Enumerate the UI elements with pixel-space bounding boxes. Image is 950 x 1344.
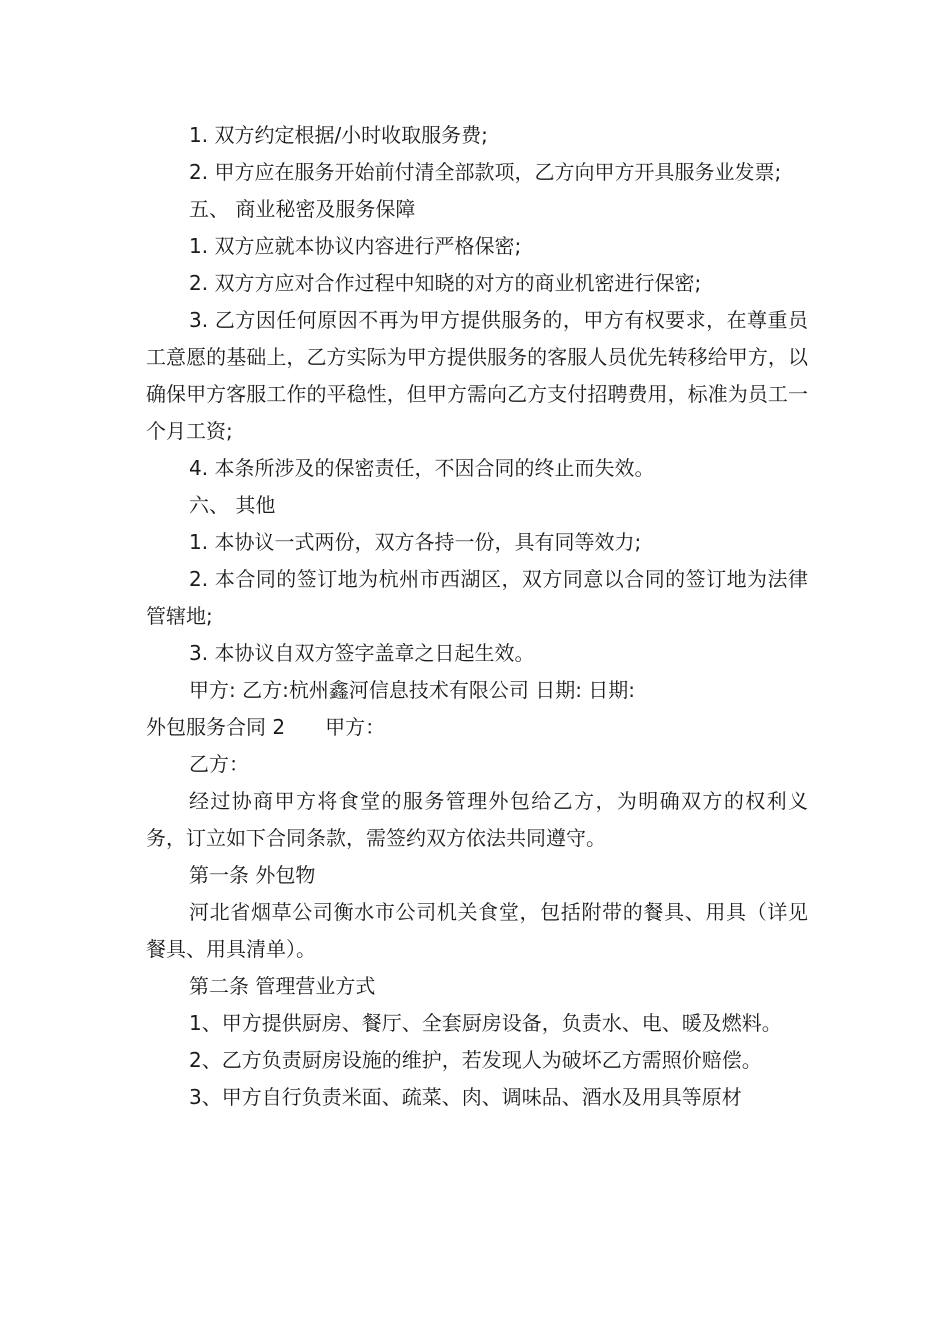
article-2-item-3: 3、甲方自行负责米面、疏菜、肉、调味品、酒水及用具等原材: [189, 1085, 742, 1109]
section-heading-other: 六、 其他: [189, 493, 276, 517]
paragraph-other-3: 3. 本协议自双方签字盖章之日起生效。: [189, 641, 535, 665]
paragraph-other-1: 1. 本协议一式两份，双方各持一份，具有同等效力;: [189, 530, 642, 554]
paragraph-confidentiality-3: 3. 乙方因任何原因不再为甲方提供服务的，甲方有权要求，在尊重员工意愿的基础上，乙方实际为甲方提供服务的客服人员优先转移给甲方，以确保甲方客服工作的平稳性，但甲方需向乙方支付招聘费用，标准为员工一个月工资;: [146, 308, 808, 443]
article-1-body: 河北省烟草公司衡水市公司机关食堂，包括附带的餐具、用具（详见餐具、用具清单）。: [146, 900, 808, 961]
paragraph-payment-invoice: 2. 甲方应在服务开始前付清全部款项，乙方向甲方开具服务业发票;: [189, 160, 782, 184]
article-2-item-1: 1、甲方提供厨房、餐厅、全套厨房设备，负责水、电、暖及燃料。: [189, 1011, 782, 1035]
paragraph-confidentiality-4: 4. 本条所涉及的保密责任，不因合同的终止而失效。: [189, 456, 655, 480]
contract2-title-line: [146, 709, 808, 746]
article-2-heading: 第二条 管理营业方式: [189, 974, 376, 998]
paragraph-fee-basis: 1. 双方约定根据/小时收取服务费;: [189, 123, 488, 147]
signature-line: 甲方: 乙方:杭州鑫河信息技术有限公司 日期: 日期:: [189, 678, 636, 702]
section-heading-confidentiality: 五、 商业秘密及服务保障: [189, 197, 416, 221]
article-1-heading: 第一条 外包物: [189, 863, 316, 887]
contract2-preamble: 经过协商甲方将食堂的服务管理外包给乙方，为明确双方的权利义务，订立如下合同条款，需签约双方依法共同遵守。: [146, 789, 808, 850]
paragraph-other-2: 2. 本合同的签订地为杭州市西湖区，双方同意以合同的签订地为法律管辖地;: [146, 567, 808, 628]
contract2-title: 外包服务合同 2: [146, 715, 286, 739]
contract2-party-a: 甲方：: [325, 715, 386, 739]
paragraph-confidentiality-1: 1. 双方应就本协议内容进行严格保密;: [189, 234, 522, 258]
document-body: [146, 117, 808, 1116]
paragraph-confidentiality-2: 2. 双方方应对合作过程中知晓的对方的商业机密进行保密;: [189, 271, 702, 295]
contract2-party-b: 乙方：: [189, 752, 249, 776]
article-2-item-2: 2、乙方负责厨房设施的维护，若发现人为破坏乙方需照价赔偿。: [189, 1048, 762, 1072]
